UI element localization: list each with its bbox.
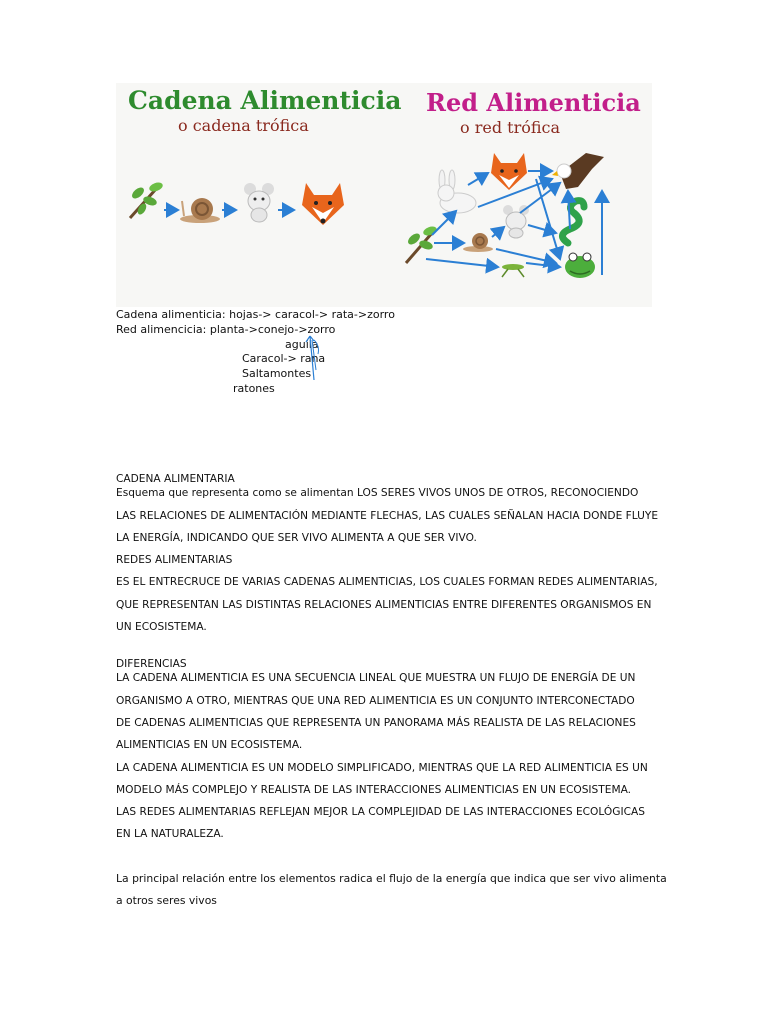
snake-icon (562, 201, 584, 243)
paragraph-line: LA CADENA ALIMENTICIA ES UN MODELO SIMPLIFICADO, MIENTRAS QUE LA RED ALIMENTICIA ES UN (116, 762, 648, 774)
food-chain-figure (116, 83, 652, 307)
right-subtitle: o red trófica (460, 118, 561, 137)
paragraph-line: ES EL ENTRECRUCE DE VARIAS CADENAS ALIMENTICIAS, LOS CUALES FORMAN REDES ALIMENTARIAS, (116, 576, 658, 588)
grasshopper-icon (502, 264, 524, 277)
heading-diferencias: DIFERENCIAS (116, 658, 187, 670)
frog-icon (565, 253, 595, 278)
note-arrows (300, 330, 330, 390)
paragraph-line: ORGANISMO A OTRO, MIENTRAS QUE UNA RED ALIMENTICIA ES UN CONJUNTO INTERCONECTADO (116, 695, 635, 707)
heading-cadena-alimentaria: CADENA ALIMENTARIA (116, 473, 235, 485)
paragraph-line: ALIMENTICIAS EN UN ECOSISTEMA. (116, 739, 303, 751)
right-title: Red Alimenticia (426, 88, 641, 117)
paragraph-line: MODELO MÁS COMPLEJO Y REALISTA DE LAS INTERACCIONES ALIMENTICIAS EN UN ECOSISTEMA. (116, 784, 632, 796)
paragraph-line: QUE REPRESENTAN LAS DISTINTAS RELACIONES ALIMENTICIAS ENTRE DIFERENTES ORGANISMOS EN (116, 599, 652, 611)
note-aguila: aguila (285, 338, 319, 351)
snail-icon (180, 198, 220, 223)
note-caracol: Caracol-> rana (242, 352, 326, 365)
paragraph-line: LA CADENA ALIMENTICIA ES UNA SECUENCIA LINEAL QUE MUESTRA UN FLUJO DE ENERGÍA DE UN (116, 672, 636, 684)
left-title: Cadena Alimenticia (128, 86, 402, 115)
paragraph-line: LAS RELACIONES DE ALIMENTACIÓN MEDIANTE FLECHAS, LAS CUALES SEÑALAN HACIA DONDE FLUYE (116, 510, 659, 522)
heading-redes-alimentarias: REDES ALIMENTARIAS (116, 554, 233, 566)
note-saltamontes: Saltamontes (242, 367, 312, 380)
paragraph-line: UN ECOSISTEMA. (116, 621, 207, 633)
note-web: Red alimencicia: planta->conejo->zorro (116, 323, 336, 336)
left-subtitle: o cadena trófica (178, 116, 309, 135)
food-web-illustration (116, 83, 652, 307)
fox-icon (302, 183, 344, 225)
paragraph-line: EN LA NATURALEZA. (116, 828, 224, 840)
paragraph-line: LA ENERGÍA, INDICANDO QUE SER VIVO ALIMENTA A QUE SER VIVO. (116, 532, 477, 544)
note-ratones: ratones (233, 382, 275, 395)
paragraph-line: DE CADENAS ALIMENTICIAS QUE REPRESENTA UN PANORAMA MÁS REALISTA DE LAS RELACIONES (116, 717, 636, 729)
paragraph-line: a otros seres vivos (116, 894, 217, 907)
leaf-web-icon (406, 225, 438, 263)
paragraph-line: La principal relación entre los elementos radica el flujo de la energía que indica que ser vivo alimenta (116, 872, 667, 885)
paragraph-line: Esquema que representa como se alimentan LOS SERES VIVOS UNOS DE OTROS, RECONOCIENDO (116, 487, 639, 499)
snail-web-icon (463, 233, 493, 252)
paragraph-line: LAS REDES ALIMENTARIAS REFLEJAN MEJOR LA COMPLEJIDAD DE LAS INTERACCIONES ECOLÓGICAS (116, 806, 645, 818)
mouse-icon (244, 183, 274, 222)
fox-web-icon (491, 153, 527, 190)
leaf-icon (130, 181, 164, 218)
note-chain: Cadena alimenticia: hojas-> caracol-> rata->zorro (116, 308, 395, 321)
rabbit-icon (438, 170, 476, 213)
